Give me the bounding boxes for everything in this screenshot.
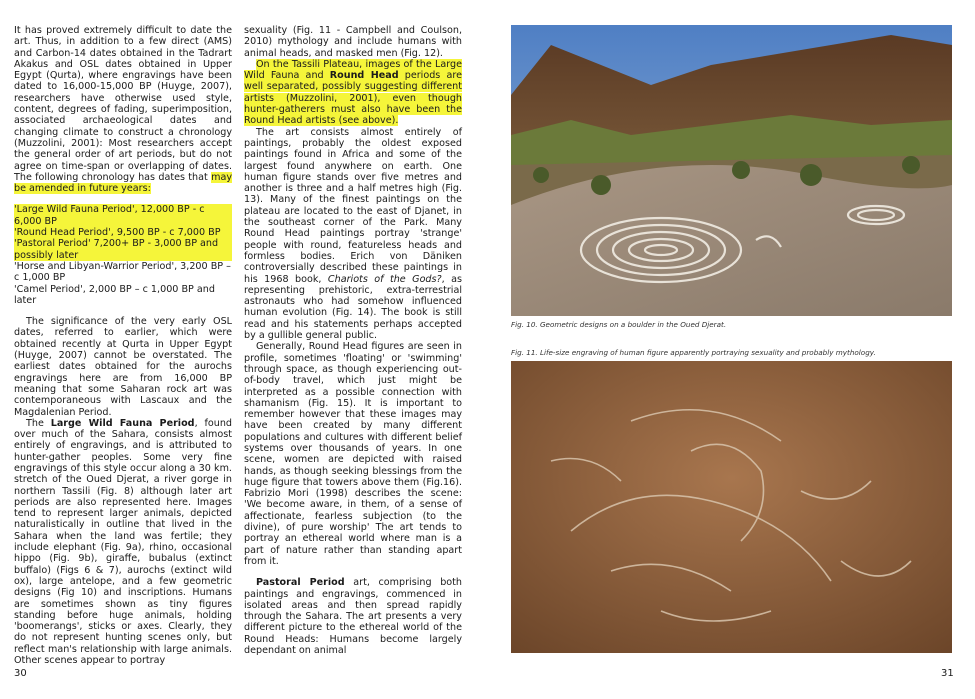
chronology-item: 'Horse and Libyan-Warrior Period', 3,200 BP – c 1,000 BP [14, 260, 231, 284]
page-number-right: 31 [941, 668, 954, 679]
highlighted-text: may be amended in future years: [14, 171, 232, 195]
photo-geometric-designs [511, 25, 952, 316]
paragraph: The Large Wild Fauna Period, found over much of the Sahara, consists almost entirely of engravings, and is attributed to hunter-gather peoples. Some very fine engravings of this style occur along a 30 km. stretch of the Oued Djerat, a river gorge in northern Tassili (Fig. 8) although later art periods are also represented here. Images tend to represent larger animals, depicted naturalistically in outline that lived in the Sahara when the land was fertile; they include elephant (Fig. 9a), rhino, occasional hippo (Fig. 9b), giraffe, bubalus (extinct buffalo) (Figs 6 & 7), aurochs (extinct wild ox), large antelope, and a few geometric designs (Fig 10) and inscriptions. Humans are sometimes shown as tiny figures standing before huge animals, holding 'boomerangs', sticks or axes. Clearly, they do not represent hunting scenes only, but reflect man's relationship with large animals. Other scenes appear to portray [14, 417, 232, 667]
chronology-item: 'Round Head Period', 9,500 BP - c 7,000 BP [14, 227, 232, 238]
text-column-1 [14, 25, 232, 666]
bold-term: Pastoral Period [256, 577, 345, 589]
text-column-2 [244, 25, 462, 656]
right-page [487, 0, 975, 699]
chronology-item: 'Large Wild Fauna Period', 12,000 BP - c 6,000 BP [14, 204, 232, 227]
paragraph: sexuality (Fig. 11 - Campbell and Coulson, 2010) mythology and include humans with animal heads, and masked men (Fig. 12). [244, 25, 462, 59]
book-title: Chariots of the Gods? [327, 273, 442, 285]
chronology-list [14, 204, 232, 306]
bold-term: Large Wild Fauna Period [50, 417, 195, 429]
paragraph: Pastoral Period art, comprising both paintings and engravings, commenced in isolated areas and then spread rapidly through the Sahara. The art presents a very different picture to the ethereal world of the Round Heads: Humans become largely dependant on animal [244, 577, 462, 657]
chronology-item: 'Camel Period', 2,000 BP – c 1,000 BP and later [14, 283, 215, 306]
photo-human-figure-engraving [511, 361, 952, 653]
chronology-item: 'Pastoral Period' 7,200+ BP - 3,000 BP and possibly later [14, 238, 232, 261]
paragraph: The art consists almost entirely of paintings, probably the oldest exposed paintings found in Africa and some of the largest found anywhere on earth. One human figure stands over five metres and another is three and a half metres high (Fig. 13). Many of the finest paintings on the plateau are located to the east of Djanet, in the southeast corner of the Park. Many Round Head paintings portray 'strange' people with round, featureless heads and formless bodies. Erich von Däniken controversially described these paintings in his 1968 book, Chariots of the Gods?, as representing prehistoric, extra-terrestrial astronauts who had somehow influenced human evolution (Fig. 14). The book is still read and his statements perhaps accepted by a gullible general public. [244, 126, 462, 342]
left-page [0, 0, 487, 699]
paragraph [14, 25, 232, 194]
highlighted-text: On the Tassili Plateau, images of the Large Wild Fauna and Round Head periods are well separated, possibly suggesting different artists (Muzzolini, 2001), even though hunter-gatherers must also have been the Round Head artists (see above). [244, 58, 462, 127]
figure-caption-11: Fig. 11. Life-size engraving of human figure apparently portraying sexuality and probably mythology. [511, 348, 876, 357]
paragraph-text: It has proved extremely difficult to date the art. Thus, in addition to a few direct (AMS) and Carbon-14 dates obtained in the Tadrart Akakus and OSL dates obtained in Upper Egypt (Qurta), where engravings have been dated to 16,000-15,000 BP (Huyge, 2007), researchers have otherwise used style, content, degrees of fading, superimposition, associated archaeological dates and changing climate to construct a chronology (Muzzolini, 2001): Most researchers accept the general order of art periods, but do not agree on time-span or overlapping of dates. The following chronology has dates that [14, 25, 232, 183]
paragraph: The significance of the very early OSL dates, referred to earlier, which were obtained recently at Qurta in Upper Egypt (Huyge, 2007) cannot be overstated. The earliest dates obtained for the aurochs engravings here are from 16,000 BP meaning that some Saharan rock art was contemporaneous with Lascaux and the Magdalenian Period. [14, 316, 232, 418]
figure-caption-10: Fig. 10. Geometric designs on a boulder in the Oued Djerat. [511, 320, 727, 329]
page-number-left: 30 [14, 668, 27, 679]
paragraph [244, 59, 462, 127]
paragraph: Generally, Round Head figures are seen in profile, sometimes 'floating' or 'swimming' through space, as though experiencing out-of-body travel, which just might be interpreted as a possible connection with shamanism (Fig. 15). It is important to remember however that these images may have been created by many different populations and cultures with different belief systems over thousands of years. In one scene, women are depicted with raised hands, as though seeking blessings from the huge figure that towers above them (Fig.16). Fabrizio Mori (1998) describes the scene: 'We become aware, in them, of a sense of affectionate, fearless subjection (to the divine), of pure worship' The art tends to portray an ethereal world where man is a part of nature rather than standing apart from it. [244, 341, 462, 567]
